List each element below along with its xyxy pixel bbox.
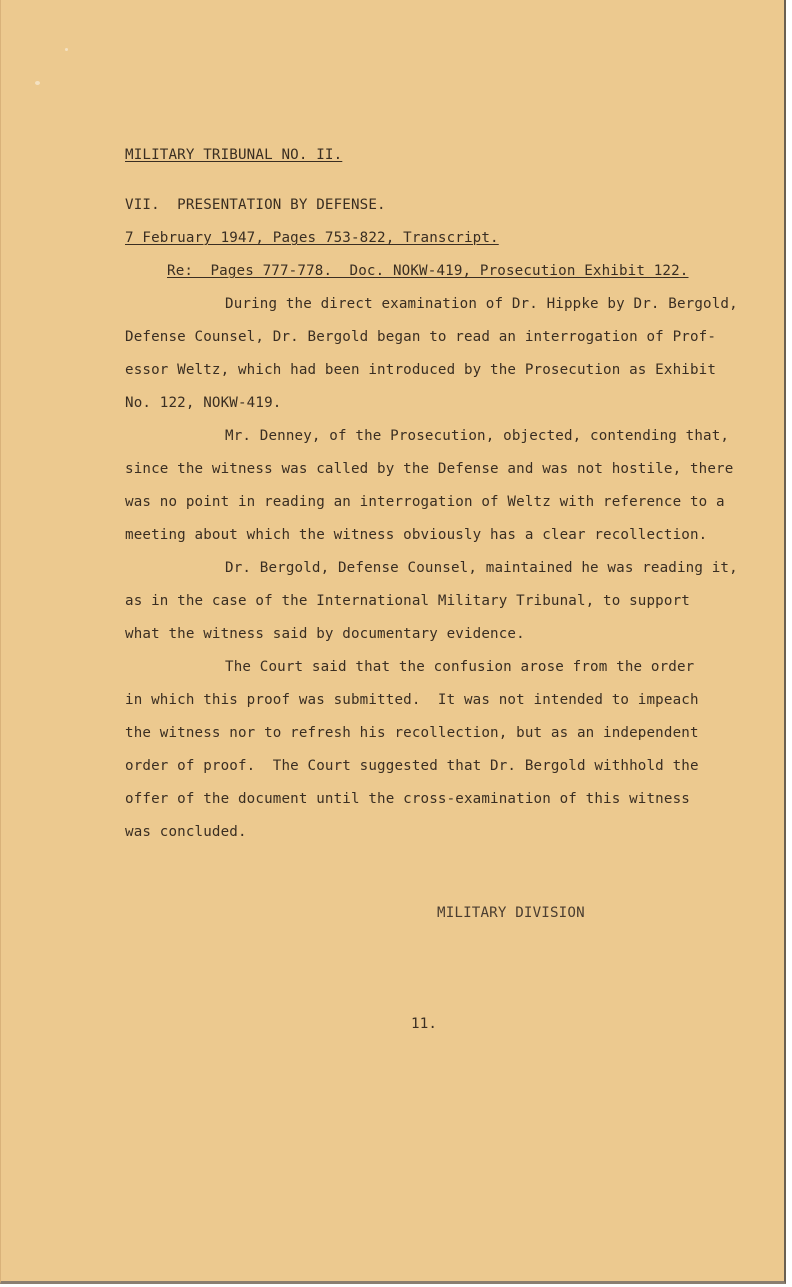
paper-speck [35,81,40,85]
body-line: No. 122, NOKW-419. [125,395,282,411]
paper-speck [65,48,68,51]
section-heading: VII. PRESENTATION BY DEFENSE. [125,197,386,213]
body-line: The Court said that the confusion arose from the order [225,659,695,675]
body-line: offer of the document until the cross-examination of this witness [125,791,690,807]
body-line: essor Weltz, which had been introduced by the Prosecution as Exhibit [125,362,717,378]
body-line: since the witness was called by the Defense and was not hostile, there [125,461,734,477]
body-line: as in the case of the International Military Tribunal, to support [125,593,690,609]
body-line: the witness nor to refresh his recollection, but as an independent [125,725,699,741]
tribunal-heading: MILITARY TRIBUNAL NO. II. [125,147,343,163]
body-line: During the direct examination of Dr. Hippke by Dr. Bergold, [225,296,738,312]
page-number: 11. [411,1016,438,1032]
body-line: Defense Counsel, Dr. Bergold began to read an interrogation of Prof- [125,329,717,345]
division-stamp: MILITARY DIVISION [437,905,585,921]
body-line: meeting about which the witness obviously has a clear recollection. [125,527,708,543]
reference-line: Re: Pages 777-778. Doc. NOKW-419, Prosecution Exhibit 122. [167,263,689,279]
body-line: order of proof. The Court suggested that Dr. Bergold withhold the [125,758,699,774]
body-line: was no point in reading an interrogation of Weltz with reference to a [125,494,725,510]
body-line: was concluded. [125,824,247,840]
body-line: in which this proof was submitted. It was not intended to impeach [125,692,699,708]
body-line: what the witness said by documentary evidence. [125,626,525,642]
body-line: Mr. Denney, of the Prosecution, objected, contending that, [225,428,730,444]
date-line: 7 February 1947, Pages 753-822, Transcript. [125,230,499,246]
body-line: Dr. Bergold, Defense Counsel, maintained he was reading it, [225,560,738,576]
